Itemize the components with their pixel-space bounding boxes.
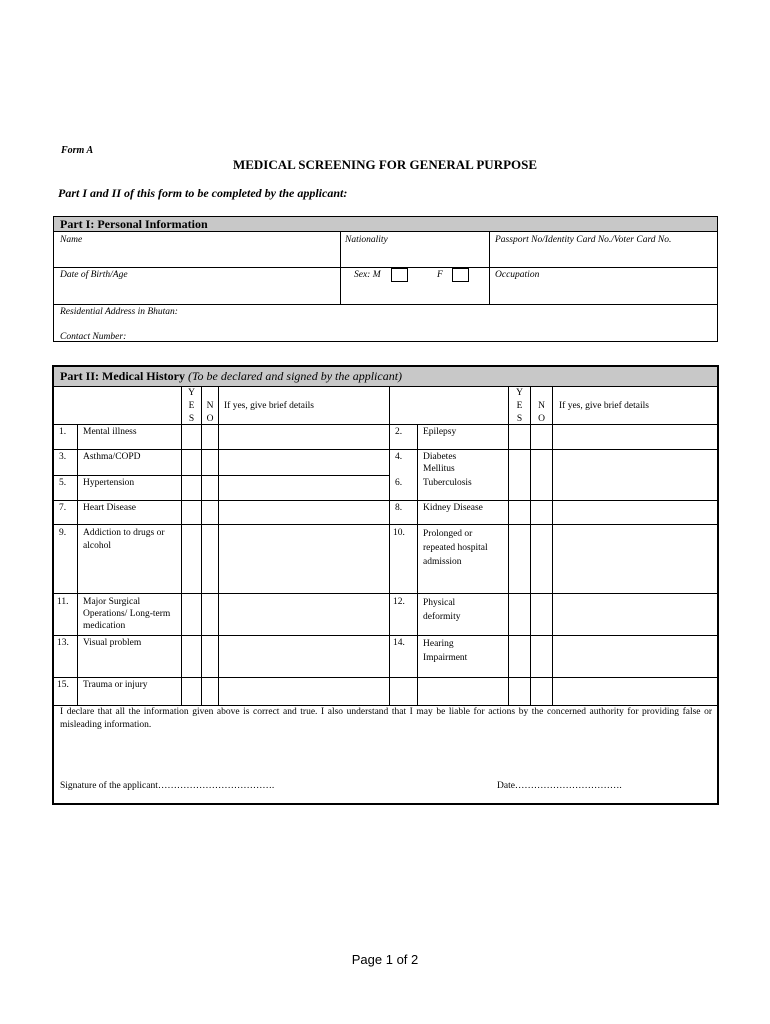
divider [54,449,717,450]
occupation-label: Occupation [495,270,540,280]
item-label: Kidney Disease [423,503,483,513]
header-letter: E [516,401,523,411]
divider [54,524,717,525]
date-line: Date……………………………. [497,781,622,791]
item-number: 6. [395,478,403,488]
dob-label: Date of Birth/Age [60,270,128,280]
header-letter: Y [188,388,195,398]
item-number: 12. [393,597,405,607]
part2-heading [54,367,717,387]
address-label: Residential Address in Bhutan: [60,307,178,317]
divider [54,677,717,678]
divider [54,304,717,305]
divider [530,387,531,705]
item-label: Epilepsy [423,427,457,437]
divider [54,475,389,476]
item-label: Diabetes Mellitus [423,452,457,474]
item-number: 4. [395,452,403,462]
part2-heading-note: (To be declared and signed by the applicant) [187,369,403,383]
divider [54,593,717,594]
header-letter: Y [516,388,523,398]
item-number: 15. [57,680,69,690]
name-label: Name [60,235,83,245]
divider [340,232,341,304]
part2-section [52,365,719,805]
divider [218,387,219,705]
item-label: Hearing Impairment [423,639,468,663]
item-number: 1. [59,427,67,437]
divider [201,387,202,705]
item-number: 2. [395,427,403,437]
yes-column-header [182,387,201,426]
sex-female-checkbox[interactable] [452,268,469,282]
divider [54,635,717,636]
item-label: Addiction to drugs or alcohol [83,528,165,551]
header-letter: N [538,401,545,411]
header-letter: E [188,401,195,411]
item-number: 9. [59,528,67,538]
item-number: 10. [393,528,405,538]
form-label: Form A [61,145,94,156]
no-column-header [531,400,552,426]
item-label: Mental illness [83,427,137,437]
header-letter: S [516,414,523,424]
details-column-header: If yes, give brief details [559,401,649,411]
item-number: 13. [57,638,69,648]
divider [389,387,390,705]
divider [54,424,717,425]
item-label: Prolonged or repeated hospital admission [423,529,488,567]
signature-line: Signature of the applicant………………………………. [60,781,275,791]
divider [54,267,717,268]
passport-label: Passport No/Identity Card No./Voter Card No. [495,235,672,245]
sex-male-checkbox[interactable] [391,268,408,282]
divider [54,500,717,501]
item-label: Asthma/COPD [83,452,141,462]
item-number: 5. [59,478,67,488]
item-label: Major Surgical Operations/ Long-term medication [83,597,171,631]
nationality-label: Nationality [345,235,388,245]
declaration-text: I declare that all the information given above is correct and true. I also understand that I may be liable for actions by the concerned authority for providing false or misleading information. [60,707,712,730]
divider [77,424,78,705]
item-number: 3. [59,452,67,462]
form-title: MEDICAL SCREENING FOR GENERAL PURPOSE [232,157,538,172]
sex-female-label: F [437,270,443,280]
item-number: 8. [395,503,403,513]
part2-heading-title: Part II: Medical History [60,369,185,383]
item-label: Visual problem [83,638,142,648]
no-column-header [202,400,218,426]
divider [489,232,490,304]
divider [508,387,509,705]
divider [552,387,553,705]
item-label: Tuberculosis [423,478,472,488]
header-letter: N [206,401,214,411]
sex-label: Sex: M [354,270,381,280]
details-column-header: If yes, give brief details [224,401,314,411]
header-letter: S [188,414,195,424]
item-label: Physical deformity [423,598,461,622]
item-label: Hypertension [83,478,135,488]
item-number: 11. [57,597,69,607]
item-number: 7. [59,503,67,513]
part1-heading: Part I: Personal Information [54,217,717,232]
divider [181,387,182,705]
part1-section [53,216,718,342]
header-letter: O [206,414,214,424]
item-number: 14. [393,638,405,648]
header-letter: O [538,414,545,424]
yes-column-header [509,387,530,426]
contact-label: Contact Number: [60,332,127,342]
divider [417,424,418,705]
item-label: Heart Disease [83,503,137,513]
instruction-text: Part I and II of this form to be completed by the applicant: [58,186,348,200]
page-number: Page 1 of 2 [351,952,419,967]
item-label: Trauma or injury [83,680,148,690]
